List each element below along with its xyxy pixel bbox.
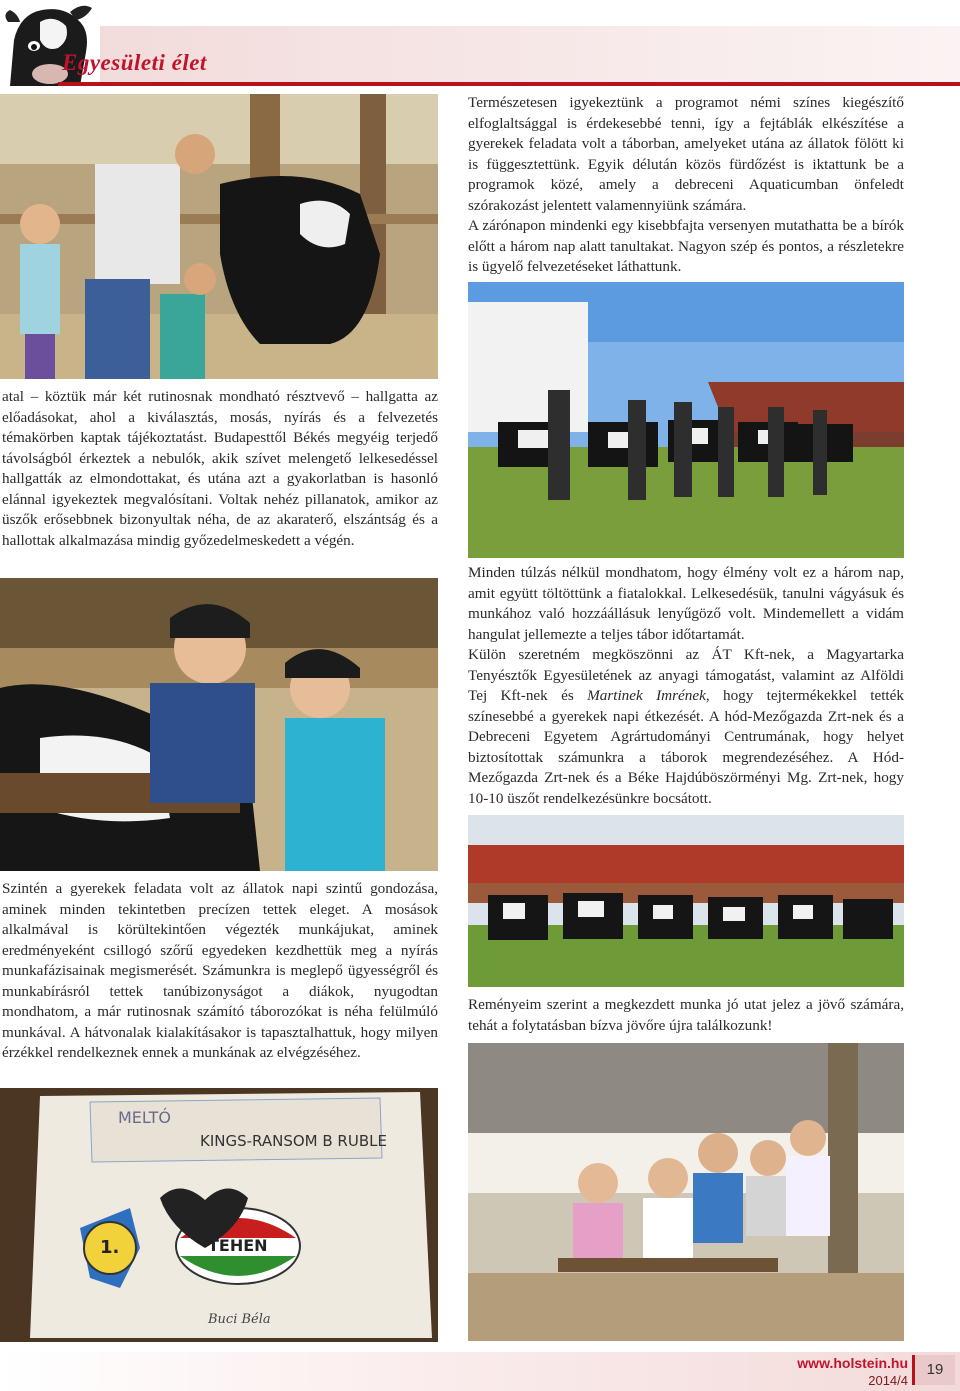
page-number: 19 (912, 1355, 955, 1385)
photo-hand-drawn-poster (0, 1088, 438, 1342)
text-top-right: Természetesen igyekeztünk a programot némi színes kiegészítő elfoglaltsággal is érdekesebbé tenni, így a fejtáblák elkészítése a gyerekek feladata volt a táborban, amelyeket utána az állatok fölött ki is függesztettünk. Egyik délután közös fürdőzést is iktattunk be a programok közé, amely a debreceni Aquaticumban önfeledt szórakozást jelentett valamennyiünk számára. A zárónapon mindenki egy kisebbfajta versenyen mutathatta be a bírók előtt a három nap alatt tanultakat. Nagyon szép és pontos, a részletekre is ügyelő felvezetéseket láthattunk. (468, 94, 904, 275)
poster-line-3: TEHEN (208, 1236, 268, 1255)
photo-group-with-cows-field (468, 282, 904, 558)
footer-website-link[interactable]: www.holstein.hu (797, 1355, 908, 1371)
sponsor-name: Martinek Imrének (587, 687, 706, 704)
photo-girls-grooming-cow (0, 578, 438, 871)
photo-lineup-with-cows (468, 815, 904, 987)
section-title: Egyesületi élet (62, 50, 207, 75)
text-mid-left: atal – köztük már két rutinosnak mondható résztvevő – hallgatta az előadásokat, ahol a kiválasztás, mosás, nyírás és a felvezetés témakörben kaptak tájékoztatást. Budapesttől Békés megyéig terjedő távolságból érkeztek a nebulók, akik szívet melengető lelkesedéssel hallgatták az elmondottakat, és utána azt a gyakorlatban is hasonló elánnal igyekeztek megvalósítani. Voltak nehéz pillanatok, amikor az üszők erősebbnek bizonyultak néha, de az akaraterő, elszántság és a hallottak alkalmazása mindig győzedelmeskedett a végén. (2, 388, 438, 549)
header-rule (58, 82, 960, 86)
photo-kids-with-calf-barn (0, 94, 438, 379)
photo-kids-on-bench (468, 1043, 904, 1341)
footer-issue: 2014/4 (868, 1373, 908, 1388)
poster-rosette-label: 1. (100, 1237, 120, 1258)
text-lower-left: Szintén a gyerekek feladata volt az állatok napi szintű gondozása, aminek minden tekintetben precízen tettek eleget. A mosások alkalmával is körültekintően végezték munkájukat, aminek eredményeként csillogó szőrű egyedeken kezdhettük meg a nyírás munkafázisainak megismerését. Számunkra is meglepő ügyességről és munkabírásról tettek tanúbizonyságot a diákok, nyugodtan mondhatom, a már rutinosnak számító táborozókat is néha felülmúló munkával. A hátvonalak kialakításakor is tapasztalhattuk, hogy milyen érzékkel rendelkeznek ennek a munkának az elvégzéséhez. (2, 880, 438, 1061)
poster-signature: Buci Béla (208, 1312, 271, 1327)
poster-line-2: KINGS-RANSOM B RUBLE (200, 1132, 387, 1150)
text-lower-right: Reményeim szerint a megkezdett munka jó utat jelez a jövő számára, tehát a folytatásban bízva jövőre újra találkozunk! (468, 996, 904, 1034)
text-mid-right: Minden túlzás nélkül mondhatom, hogy élmény volt ez a három nap, amit együtt töltöttünk a fiatalokkal. Lelkesedésük, tanulni vágyásuk és munkához való hozzáállásuk lenyűgöző volt. Mindemellett a vidám hangulat jellemezte a teljes tábor időtartamát. Külön szeretném megköszönni az ÁT Kft-nek, a Magyartarka Tenyésztők Egyesületének az anyagi támogatást, valamint az Alföldi Tej Kft-nek és Martinek Imrének, hogy tejtermékekkel tették színesebbé a gyerekek napi étkezését. A hód-Mezőgazda Zrt-nek és a Debreceni Egyetem Agrártudományi Centrumának, hogy helyet biztosítottak számunkra a táborok megrendezéséhez. A Hód-Mezőgazda Zrt-nek és a Béke Hajdúböszörményi Mg. Zrt-nek, hogy 10-10 üszőt rendelkezésünkre bocsátott. (468, 564, 904, 807)
poster-line-1: MELTÓ (118, 1108, 171, 1127)
